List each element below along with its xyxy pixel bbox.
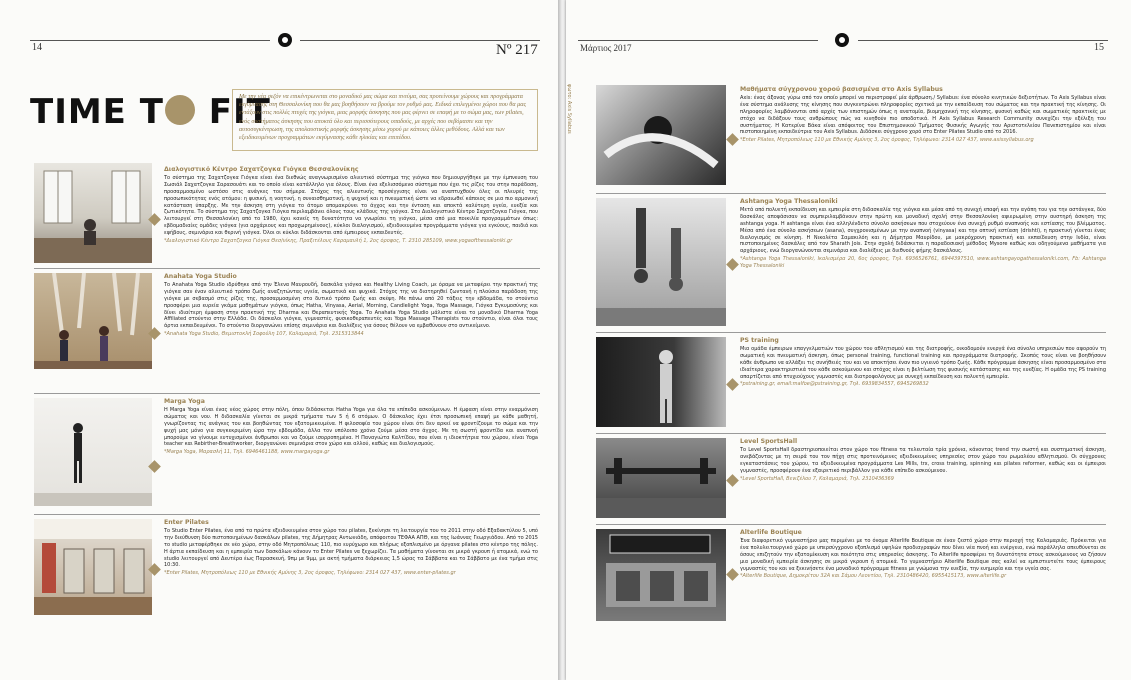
- header-ornament-icon: [835, 33, 849, 47]
- photo-pilates-studio: [34, 519, 152, 615]
- section-address: *Διαλογιστικό Κέντρο Σαχατζογκα Γιόγκα Θεσ/νίκης, Πραξιτέλους Καραμανλή 1, 2ος όροφος, Τ. 2310 285109, www.yogaofthessaloniki.gr: [164, 238, 513, 245]
- header-rule: [30, 40, 270, 41]
- section-address: *Alterlife Boutique, Δημοκρίτου 32Α και Σάμου Λεοντίου, Τηλ. 2310486420, 6955415173, www.alterlife.gr: [740, 573, 1007, 580]
- section-divider: [596, 524, 1106, 525]
- section-divider: [34, 268, 540, 269]
- left-page-number: 14: [32, 42, 42, 53]
- section-ashtanga: [740, 198, 1106, 329]
- photo-yoga-pose: [34, 398, 152, 506]
- title-part-2: FIT: [195, 92, 271, 132]
- section-body: Ένα διαφορετικό γυμναστήριο μας περιμένει με το όνομα Alterlife Boutique σε έναν ζεστό χώρο στην περιοχή της Καλαμαριάς. Πρόκειται για ένα πολυλειτουργικό χώρο με υπερσύγχρονο εξοπλισμό υψηλών προδιαγραφών που δίνει νέα πνοή και ενέργεια, ενώ παράλληλα απευθύνεται σε όσους επιζητούν την εξατομίκευση και ποιότητα στις υπηρεσίες άσκησης. Το Alterlife προσφέρει τη δυνατότητα στους ασκούμενους να ζήσουν μια μοναδική εμπειρία άσκησης σε μικρά γκρουπ ή ατομικά. Το γυμναστήριο Alterlife Boutique σας καλεί να εμπιστευτείτε τους έμπειρους γυμναστές του και να ξεκινήσετε ένα μοναδικό πρόγραμμα fitness με γνώμονα την ευεξία, την ευημερία και την υγεία σας.: [740, 538, 1106, 572]
- section-address: *Enter Pilates, Μητροπόλεως 110 με Εθνικής Αμύνης 3, 2ος όροφος, Τηλέφωνο: 2314 027 437, www.axissyllabus.org: [740, 137, 1034, 144]
- diamond-ornament-icon: [726, 568, 739, 581]
- photo-ashtanga: [596, 198, 726, 326]
- diamond-ornament-icon: [726, 133, 739, 146]
- section-body: Μια ομάδα έμπειρων επαγγελματιών του χώρου του αθλητισμού και της διατροφής, οικοδομούν ενεργά ένα σύνολο υπηρεσιών που αφορούν τη σωματική και πνευματική άσκηση, όπως personal training, functional training και προγράμματα διατροφής. Σκοπός τους είναι να βοηθήσουν κάθε άνθρωπο να αλλάξει τις συνήθειές του και να αποκτήσει έναν πιο υγιεινό τρόπο ζωής. Κάθε πρόγραμμα άσκησης είναι προσαρμοσμένο στα ιδιαίτερα χαρακτηριστικά του κάθε ασκούμενου και στόχος είναι η βελτίωση της φυσικής κατάστασης και της ευεξίας. Η ομάδα της PS training απαρτίζεται από πτυχιούχους γυμναστές και διατροφολόγους με συνεχή εκπαίδευση και πολυετή εμπειρία.: [740, 346, 1106, 380]
- section-heading: Alterlife Boutique: [740, 529, 802, 536]
- photo-aerial-yoga: [34, 273, 152, 369]
- section-address: *Level SportsHall, Βενιζέλου 7, Καλαμαριά, Τηλ. 2310436369: [740, 475, 894, 482]
- section-address: *Enter Pilates, Μητροπόλεως 110 με Εθνικής Αμύνης 3, 2ος όροφος, Τηλέφωνο: 2314 027 437, www.enter-pilates.gr: [164, 570, 456, 577]
- section-divider: [34, 514, 540, 515]
- right-page-number: 15: [1094, 42, 1104, 53]
- header-ornament-icon: [278, 33, 292, 47]
- title-part-1: TIME T: [30, 92, 164, 132]
- diamond-ornament-icon: [726, 474, 739, 487]
- section-sahatzogka: [164, 166, 538, 265]
- section-axis-syllabus: [740, 86, 1106, 190]
- section-body: Axis: ένας άξονας γύρω από τον οποίο μπορεί να περιστραφεί μία άρθρωση./ Syllabus: ένα σύνολο κινητικών δεξιοτήτων. Το Axis Syllabus είναι ένα σύστημα ανάλυσης της κίνησης που συγκεντρώνει πληροφορίες σχετικά με την εκπαίδευση του σώματος και την πρακτική της κίνησης. Οι πληροφορίες λαμβάνονται από αρχές των επιστημών όπως η ανατομία, βιομηχανική της κίνησης, φυσική καθώς και σωματικές πρακτικές με στόχο να διδάξουν τους ανθρώπους πώς να κινηθούν πιο αποδοτικά. Η Axis Syllabus Research Community συνεχίζει την εξέλιξη του συστήματος. Η Κατερίνα Βάκα είναι απόφοιτος του Επιστημονικού Τμήματος Φυσικής Αγωγής του Αριστοτελείου Πανεπιστημίου και είναι πιστοποιημένη εκπαιδεύτρια του Axis Syllabus. Διδάσκει σύγχρονο χορό στο Enter Pilates Studio από το 2016.: [740, 95, 1106, 136]
- section-divider: [34, 393, 540, 394]
- section-heading: Διαλογιστικό Κέντρο Σαχατζογκα Γιόγκα Θεσσαλονίκης: [164, 166, 359, 173]
- section-address: *Marga Yoga, Μαρασλή 11, Τηλ. 6946461188, www.margayoga.gr: [164, 449, 330, 456]
- photo-level-sportshall: [596, 438, 726, 518]
- section-body: Το σύστημα της Σαχατζογκα Γιόγκα είναι ένα διεθνώς αναγνωρισμένο αλιευτικό σύστημα της γιόγκα που δημιουργήθηκε με την έμπνευση του Σωσιάλ Σαχατζογκα Σαρασουάτι και το οποίο είναι κατάλληλο για όλους. Είναι ένα εξελισσόμενο σύστημα που έχει τις ρίζες του στην παράδοση, προσαρμοσμένο ωστόσο στις ανάγκες του σήμερα. Στόχος της αλιευτικής προσέγγισης είναι να αναπτυχθούν όλες οι πλευρές της προσωπικότητας ενός ατόμου: η φυσική, η νοητική, η συναισθηματική, η ψυχική και η πνευματική ώστε να εδραιωθεί κάποιος σε μια πιο αρμονική κατάσταση ύπαρξης. Με την άσκηση στη γιόγκα το άτομο απομακρύνει το άγχος και την ένταση και αποκτά καλύτερη υγεία, ευεξία και ζωτικότητα. Το σύστημα της Σαχατζογκα Γιόγκα περιλαμβάνει όλους τους κλάδους της γιόγκα. Στο Διαλογιστικό Κέντρο Σαχατζογκα Γιόγκα, που λειτουργεί στη Θεσσαλονίκη από το 1980, έχει κανείς τη δυνατότητα να γνωρίσει τη γιόγκα, μέσα από μια ποικιλία προγραμμάτων όπως: εβδομαδιαίες ομάδες γιόγκα (για αρχάριους και προχωρημένους), κύκλοι διαλογισμού, εξειδικευμένα προγράμματα γιόγκα για εγκύους, παιδιά και εφήβους, σεμινάρια και θερινή γιόγκα. Όλοι οι κύκλοι διδάσκονται από έμπειρους εκπαιδευτές.: [164, 175, 538, 237]
- issue-date: Μάρτιος 2017: [580, 43, 632, 53]
- section-marga: [164, 398, 538, 511]
- header-rule: [300, 40, 540, 41]
- section-body: Το Studio Enter Pilates, ένα από τα πρώτα εξειδικευμένα στον χώρο του pilates, ξεκίνησε τη λειτουργία του το 2011 στην οδό Εξαδακτύλου 5, υπό την διεύθυνση δύο πιστοποιημένων δασκάλων pilates, της Δήμητρας Αντωνιάδη, απόφοιτου ΤΕΦΑΑ ΑΠΘ, και της Ιωάννας Γεωργιάδου. Από το 2015 το studio μεταφέρθηκε σε νέο χώρο, στην οδό Μητροπόλεως 110, πιο ευρύχωρο και πλήρως εξοπλισμένο με όργανα pilates στο κέντρο της πόλης. Η άρτια εκπαίδευση και η εμπειρία των δασκάλων κάνουν το Enter Pilates να ξεχωρίζει. Τα μαθήματα γίνονται σε μικρά γκρουπ ή ατομικά, ενώ το studio λειτουργεί από Δευτέρα έως Παρασκευή, 9πμ με 9μμ, με ακτή τμήματα διάρκειας 1,5 ώρας τα Σάββατα και το Σάββατο με ένα τμήμα στις 10:30.: [164, 528, 538, 569]
- section-ps-training: [740, 337, 1106, 430]
- photo-dance: [596, 85, 726, 185]
- header-rule: [578, 40, 818, 41]
- section-anahata: [164, 273, 538, 390]
- section-divider: [596, 433, 1106, 434]
- section-body: Η Marga Yoga είναι ένας νέος χώρος στην πόλη, όπου διδάσκεται Hatha Yoga για όλα τα επίπεδα ασκούμενων. Η έμφαση είναι στην εναρμόνιση σώματος και νου. Η διδασκαλία γίνεται σε μικρά τμήματα των 5 ή 6 ατόμων. Ο δάσκαλος έχει έτσι προσωπική επαφή με κάθε μαθητή, γνωρίζοντας τις ανάγκες του και βοηθώντας τον εξατομικευμένα. Η φιλοσοφία του χώρου είναι ότι δεν αρκεί να φροντίζουμε το σώμα και την ψυχή μας μόνο για συγκεκριμένη ώρα την εβδομάδα, άλλα τον υπόλοιπο χρόνο ζούμε μέσα στο άγχος. Με τη σωστή φροντίδα και αναπνοή μπορούμε να γίνουμε ευτυχισμένοι άνθρωποι και να ζούμε ισορροπημένα. Η Παναγιώτα Καλτίδου, που είναι η ιδιοκτήτρια του χώρου, είναι Yoga teacher και Rebirther-Breathworker, διοργανώνει σεμινάρια στον χώρο και αλλού, καθώς και διαλογισμούς.: [164, 407, 538, 448]
- section-alterlife: [740, 529, 1106, 625]
- right-page: [566, 0, 1131, 680]
- section-heading: Anahata Yoga Studio: [164, 273, 237, 280]
- section-heading: Level SportsHall: [740, 438, 798, 445]
- brand-o-circle-icon: [165, 95, 195, 125]
- section-heading: Enter Pilates: [164, 519, 209, 526]
- photo-alterlife: [596, 529, 726, 621]
- photo-ps-training: [596, 337, 726, 427]
- diamond-ornament-icon: [726, 378, 739, 391]
- section-body: Μετά από πολυετή εκπαίδευση και εμπειρία στη διδασκαλία της γιόγκα και μέσα από τη συνεχή επαφή και την αγάπη του για την αστάνγκα, δύο δασκάλες αποφάσισαν να συμπεριλαμβάνουν στην πρώτη και μοναδική σχολή στην Θεσσαλονίκη αφιερωμένη στην αυστηρή άσκηση της ashtanga yoga. Η ashtanga είναι ένα αλληλένδετο σύνολο ασκήσεων που στοχεύουν ένα συνεχή ρυθμό αναπνοής και εστίασης του βλέμματος. Μέσα από ένα σύνολο ασκήσεων (asana), συγχρονισμένων με την αναπνοή (vinyasa) και την οπτική εστίαση (drishti), η πρακτική γίνεται ένας διαλογισμός σε κίνηση. Η Νικολέτα Σαμακιλόη και η Δήμητρα Μαυρίδου, με μακρόχρονη πρακτική και εκπαίδευση στην Ινδία, είναι πιστοποιημένες δασκάλες από τον Sharath Jois. Στην σχολή διδάσκεται η παραδοσιακή μέθοδος Mysore καθώς και οδηγούμενα μαθήματα για αρχάριους, ενώ διοργανώνονται σεμινάρια και διαλέξεις με διεθνούς φήμης δασκάλους.: [740, 207, 1106, 255]
- section-body: Το Level SportsHall δραστηριοποιείται στον χώρο του fitness τα τελευταία τρία χρόνια, κάνοντας trend την σωστή και συστηματική άσκηση, ανεβάζοντας με τη σειρά του τον πήχη στις προτεινόμενες εξειδικευμένες υπηρεσίες στον χώρο του ρωμαλέου αθλητισμού. Οι σύγχρονες εγκαταστάσεις του χώρου, τα εξειδικευμένα προγράμματα Les Mills, trx, cross training, spinning και pilates reformer, καθώς και οι έμπειροι γυμναστές, προσφέρουν ένα εξαιρετικό περιβάλλον για κάθε επίπεδο ασκούμενου.: [740, 447, 1106, 474]
- section-level-sportshall: [740, 438, 1106, 521]
- issue-number: Nº 217: [496, 42, 538, 58]
- section-enter-pilates: [164, 519, 538, 619]
- section-heading: PS training: [740, 337, 779, 344]
- section-divider: [596, 193, 1106, 194]
- photo-yoga-room: [34, 163, 152, 263]
- section-address: *Anahata Yoga Studio, Θεμιστοκλή Σοφούλη 107, Καλαμαριά, Τηλ. 2315313844: [164, 331, 364, 338]
- section-heading: Marga Yoga: [164, 398, 205, 405]
- section-heading: Μαθήματα σύγχρονου χορού βασισμένα στο Axis Syllabus: [740, 86, 943, 93]
- section-body: Το Anahata Yoga Studio ιδρύθηκε από την Έλενα Μαυρουδή, δασκάλα γιόγκα και Healthy Living Coach, με όραμα να μεταφέρει την πρακτική της γιόγκα σαν έναν αλιευτικό τρόπο ζωής αναζητώντας υγεία, σωματικά και ψυχικά. Στόχος της να διατηρηθεί ζωντανή η πλούσια παράδοση της γιόγκα με σεβασμό στις ρίζες της, προσαρμοσμένη στο δυτικό τρόπο ζωής και σκέψη. Με πάνω από 20 τάξεις την εβδομάδα, το στούντιο προσφέρει μια ευρεία γκάμα μαθημάτων γιόγκα, όπως Hatha, Vinyasa, Aerial, Morning, Candlelight Yoga, Yoga Massage, Γιόγκα Εγκυμοσύνης και δίνει ιδιαίτερη έμφαση στην πρακτική της Dharma και Θεραπευτικής Yoga. Το Anahata Yoga Studio μάλιστα είναι το μοναδικό Dharma Yoga Affiliated στούντιο στην Ελλάδα. Οι δάσκαλοι γιόγκα, γυμναστές, φυσικοθεραπευτές και Yoga Massage Therapists του στούντιο, είναι όλοι τους άρτια εκπαιδευμένοι. Το στούντιο διοργανώνει επίσης σεμινάρια και διαλέξεις για όσους θέλουν να εμβαθύνουν στο αντικείμενο.: [164, 282, 538, 330]
- section-address: *pstraining.gr, email:malfoe@pstraining.gr, Τηλ. 6939834557, 6945269832: [740, 381, 929, 388]
- diamond-ornament-icon: [726, 258, 739, 271]
- section-heading: Ashtanga Yoga Thessaloniki: [740, 198, 838, 205]
- photo-credit: φωτο: Axis Syllabus: [566, 84, 572, 134]
- intro-box: Με την νέα σεζόν να επικέντρωνεται στο μοναδικό μας σώμα και πνεύμα, σας προτείνουμε χώρους και προγράμματα εκγύμνασης στη Θεσσαλονίκη που θα μας βοηθήσουν να βρούμε τον ρυθμό μας. Ειδικά επιλεγμένοι χώροι που θα μας εντάξουν στις πολλές πτυχές της γιόγκα, μιας μορφής άσκησης που μας φέρνει σε επαφή με το σώμα μας, των pilates, ενός συστήματος άσκησης που αποκτά όλο και περισσότερους οπαδούς, με αρχές που σεβόμαστε και την αυτοσυγκέντρωση, της απολαυστικής μορφής άσκησης μέσω χορού με κάποιες άλλες μεθόδους. Αλλά και των εξειδικευμένων προγραμμάτων εκγύμνασης κάθε ηλικίας και επιπέδου.: [232, 89, 538, 151]
- left-page: [0, 0, 560, 680]
- section-divider: [596, 332, 1106, 333]
- section-address: *Ashtanga Yoga Thessaloniki, Ικαλισμέρα 20, 6ος όροφος, Τηλ. 6936526761, 6944397510, www.ashtangayogathessaloniki.com, Fb: Ashtanga Yoga Thessaloniki: [740, 256, 1106, 270]
- header-rule: [858, 40, 1108, 41]
